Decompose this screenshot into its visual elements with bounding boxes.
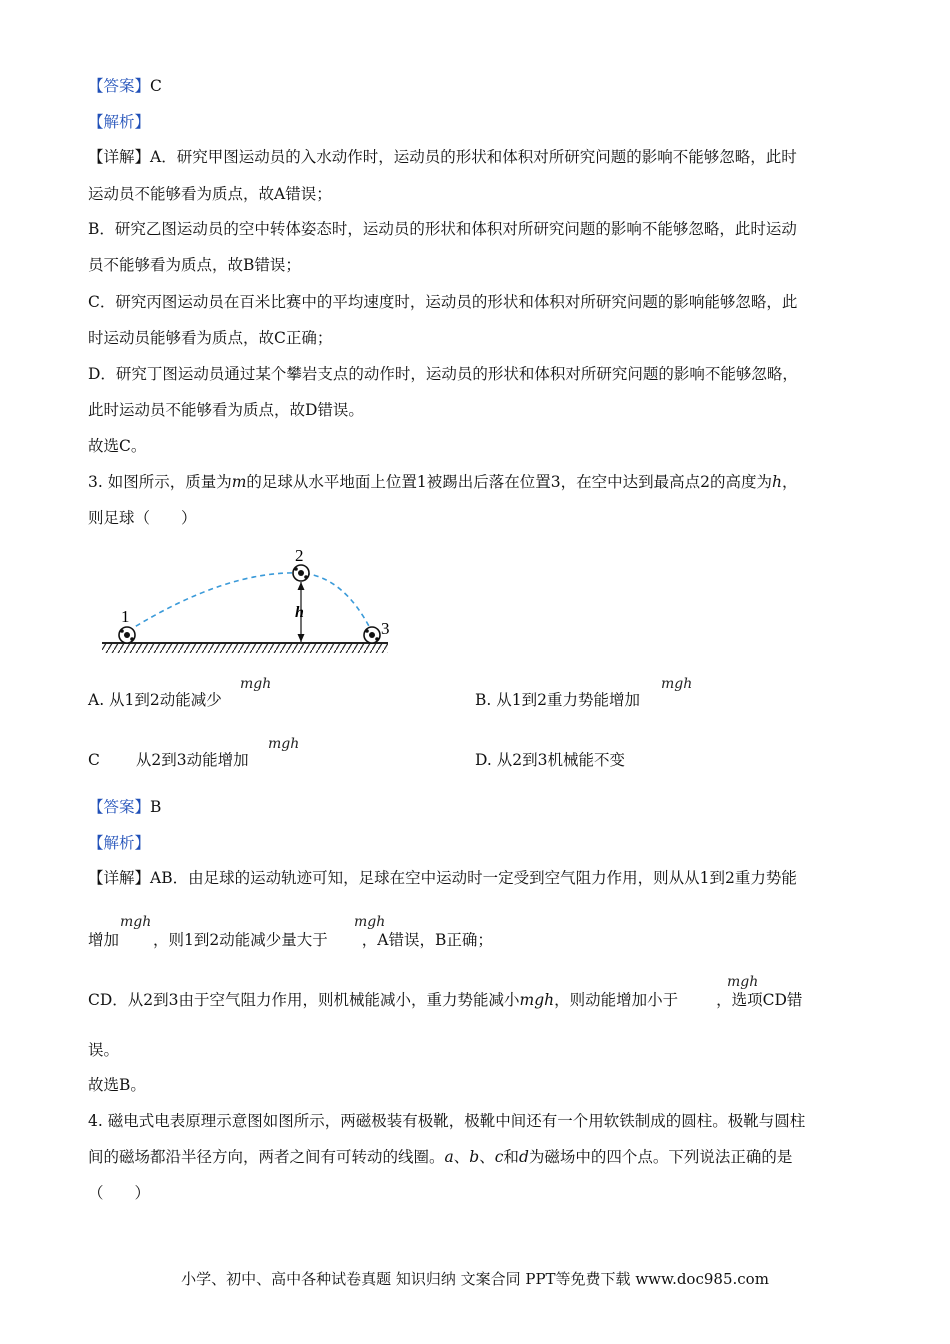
detail2-mgh-2: mgh: [354, 914, 386, 930]
q4-var-d: d: [518, 1148, 529, 1166]
option-c-mgh: mgh: [268, 736, 300, 752]
answer-tag-2: 【答案】: [88, 798, 151, 816]
question-4-line-1: 4. 磁电式电表原理示意图如图所示，两磁极装有极靴，极靴中间还有一个用软铁制成的圆柱。极靴与圆柱: [88, 1112, 806, 1130]
question-3-line-2: 则足球（ ）: [88, 509, 197, 527]
detail2-text-2c: ，A错误，B正确；: [361, 931, 493, 949]
ground-hatch: [102, 643, 388, 653]
q4-and: 和: [503, 1148, 519, 1166]
analysis-tag-2: 【解析】: [88, 834, 151, 852]
q3-text-b: 的足球从水平地面上位置1被踢出后落在位置3，在空中达到最高点2的高度为: [246, 473, 773, 491]
detail-tag-2: 【详解】: [88, 869, 151, 887]
conclusion-line-2: 故选B。: [88, 1076, 146, 1094]
option-b[interactable]: [475, 690, 640, 710]
detail2-text-3a: CD．从2到3由于空气阻力作用，则机械能减小，重力势能减小: [88, 991, 520, 1009]
q4-sep-1: 、: [453, 1148, 470, 1166]
football-trajectory-figure: [96, 540, 396, 660]
answer-line-1: [88, 76, 162, 96]
option-b-text: B. 从1到2重力势能增加: [475, 691, 640, 709]
option-c-letter: C: [88, 751, 100, 769]
ball-position-1: [119, 627, 135, 643]
q4-var-b: b: [469, 1148, 480, 1166]
detail-line-7: D．研究丁图运动员通过某个攀岩支点的动作时，运动员的形状和体积对所研究问题的影响不能够忽略，: [88, 365, 798, 383]
detail2-mgh-1: mgh: [120, 914, 152, 930]
detail-tag: 【详解】: [88, 148, 151, 166]
option-a-text: A. 从1到2动能减少: [88, 691, 222, 709]
detail2-text-3c: ，选项CD错: [716, 991, 803, 1009]
ball-position-3: [364, 627, 380, 643]
option-a-mgh: mgh: [240, 676, 272, 692]
detail2-text-3b: ，则动能增加小于: [554, 991, 679, 1009]
detail2-line-1: [88, 868, 797, 888]
option-a[interactable]: [88, 690, 222, 710]
option-c[interactable]: [88, 750, 249, 770]
q4-var-c: c: [494, 1148, 504, 1166]
detail-line-2: 运动员不能够看为质点，故A错误；: [88, 185, 332, 203]
detail2-line-2: [88, 930, 493, 950]
question-4-line-3: （ ）: [88, 1184, 151, 1202]
question-3-line-1: [88, 472, 798, 492]
detail2-line-3: [88, 990, 802, 1010]
option-c-text: 从2到3动能增加: [135, 751, 249, 769]
answer-tag: 【答案】: [88, 77, 151, 95]
label-3: 3: [381, 619, 390, 638]
q3-var-m: m: [231, 473, 247, 491]
detail2-text-2b: ，则1到2动能减少量大于: [153, 931, 328, 949]
label-2: 2: [295, 546, 304, 565]
detail2-text-1: AB．由足球的运动轨迹可知，足球在空中运动时一定受到空气阻力作用，则从从1到2重力势能: [150, 869, 797, 887]
question-4-line-2: [88, 1147, 792, 1167]
detail-line-8: 此时运动员不能够看为质点，故D错误。: [88, 401, 364, 419]
detail-line-5: C．研究丙图运动员在百米比赛中的平均速度时，运动员的形状和体积对所研究问题的影响能够忽略，此: [88, 293, 798, 311]
q4-sep-2: 、: [479, 1148, 495, 1166]
conclusion-line-1: 故选C。: [88, 437, 147, 455]
arrow-head-top: [298, 582, 305, 590]
q4-text-a: 间的磁场都沿半径方向，两者之间有可转动的线圈。: [88, 1148, 445, 1166]
q3-text-a: 3. 如图所示，质量为: [88, 473, 232, 491]
option-b-mgh: mgh: [661, 676, 693, 692]
q4-var-a: a: [444, 1148, 454, 1166]
detail-line-1: [88, 147, 797, 167]
detail-line-4: 员不能够看为质点，故B错误；: [88, 256, 301, 274]
detail-line-6: 时运动员能够看为质点，故C正确；: [88, 329, 333, 347]
arrow-head-bottom: [298, 634, 305, 642]
detail2-mgh-inline: mgh: [519, 991, 555, 1009]
detail2-mgh-3: mgh: [727, 974, 759, 990]
label-h: h: [295, 604, 304, 621]
analysis-tag-1: 【解析】: [88, 113, 151, 131]
option-d[interactable]: [475, 750, 625, 770]
detail-text: A．研究甲图运动员的入水动作时，运动员的形状和体积对所研究问题的影响不能够忽略，此时: [150, 148, 797, 166]
detail2-text-2a: 增加: [88, 931, 120, 949]
answer-value: C: [150, 77, 162, 95]
label-1: 1: [121, 607, 130, 626]
detail2-line-4: 误。: [88, 1041, 120, 1059]
ball-position-2: [293, 565, 309, 581]
answer-value-2: B: [150, 798, 162, 816]
answer-line-2: [88, 797, 161, 817]
page-footer: 小学、初中、高中各种试卷真题 知识归纳 文案合同 PPT等免费下载 www.doc985.com: [181, 1270, 769, 1288]
option-d-text: D. 从2到3机械能不变: [475, 751, 625, 769]
q3-var-h: h: [772, 473, 782, 491]
trajectory-curve: [128, 573, 372, 632]
q3-text-c: ，: [782, 473, 798, 491]
detail-line-3: B．研究乙图运动员的空中转体姿态时，运动员的形状和体积对所研究问题的影响不能够忽略，此时运动: [88, 220, 797, 238]
q4-text-b: 为磁场中的四个点。下列说法正确的是: [528, 1148, 793, 1166]
